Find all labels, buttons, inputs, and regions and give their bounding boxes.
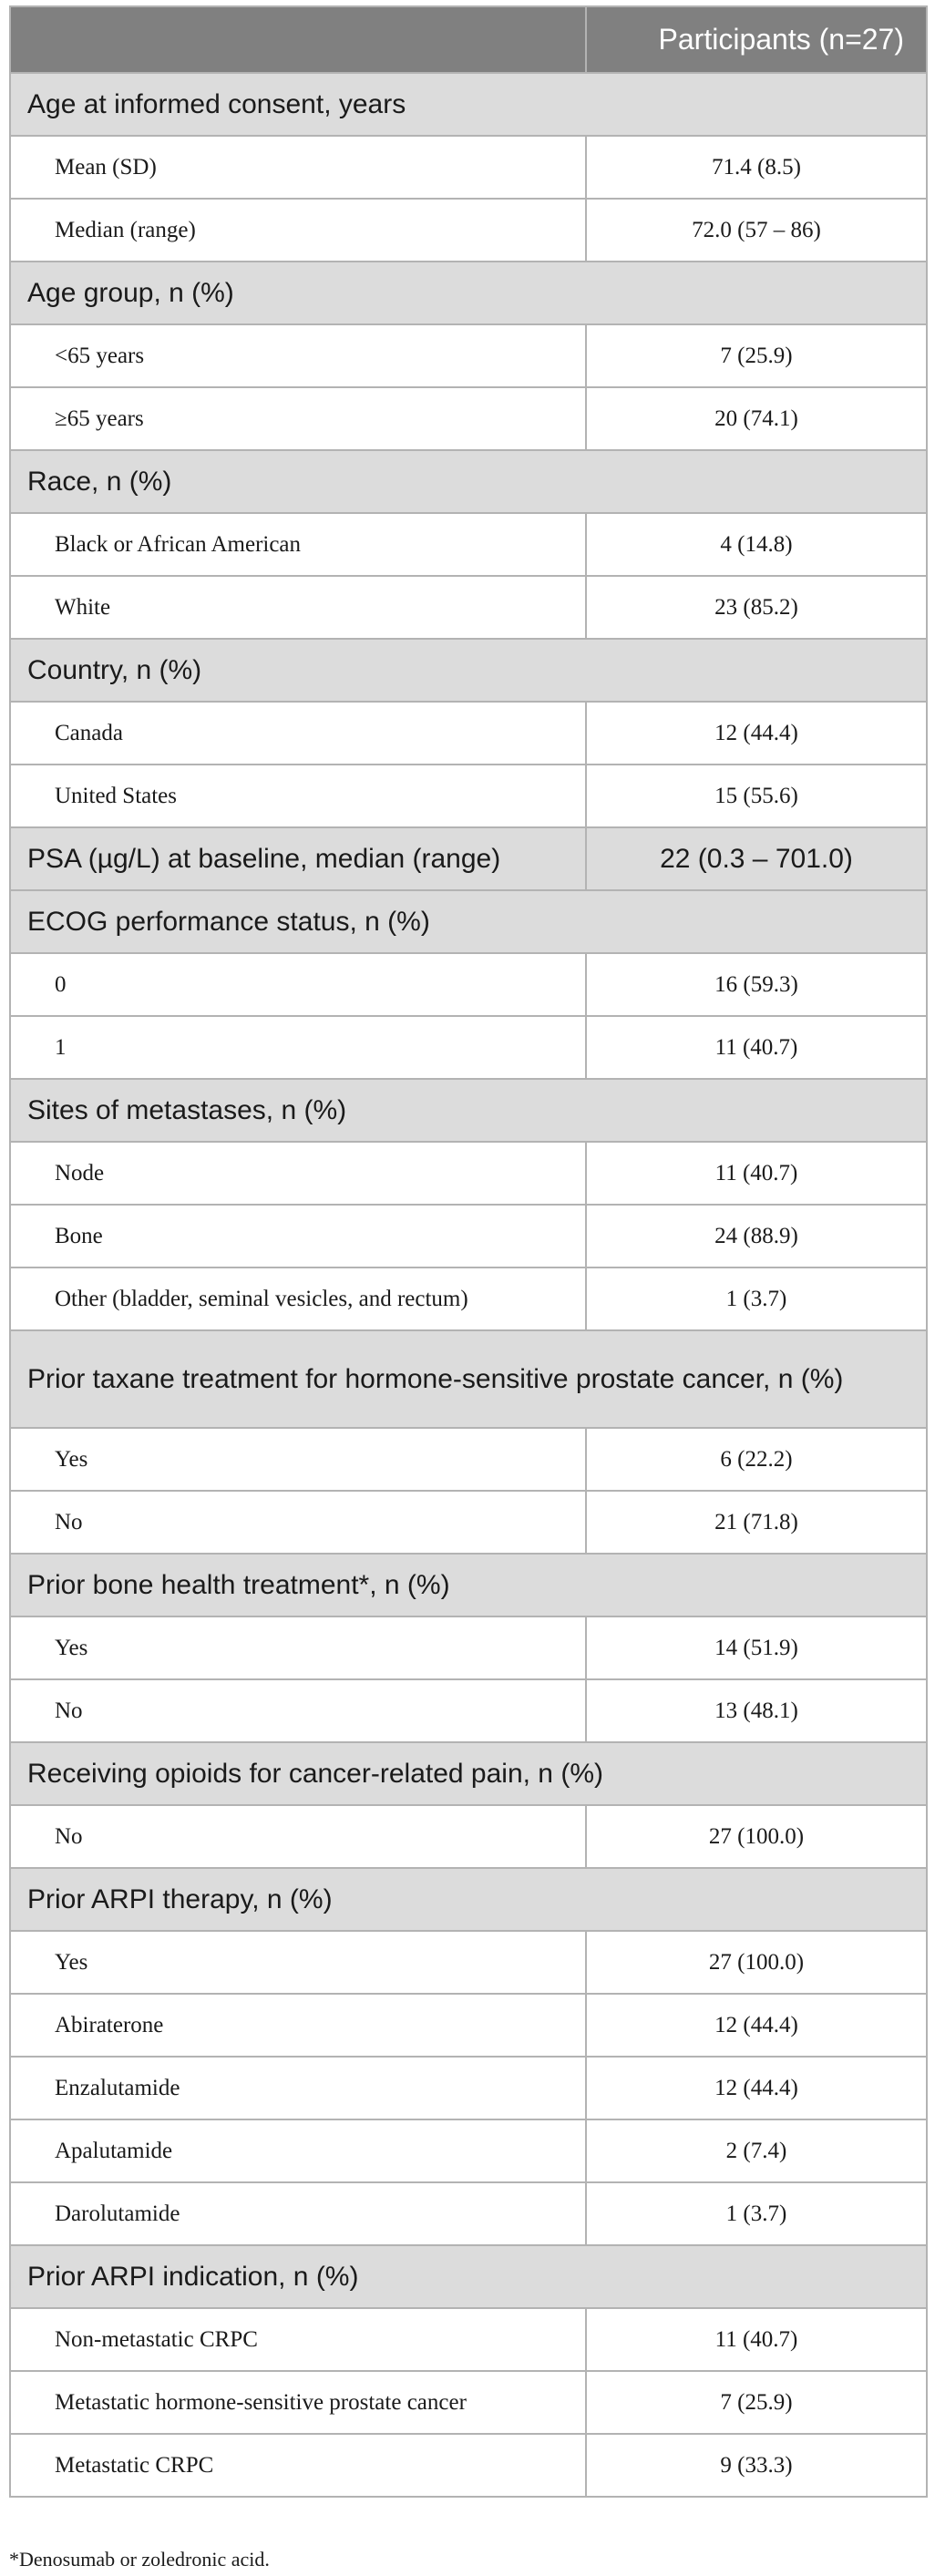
section-title: Prior bone health treatment*, n (%)	[10, 1554, 927, 1616]
row-value: 2 (7.4)	[586, 2119, 927, 2182]
section-title: Receiving opioids for cancer-related pain, n (%)	[10, 1742, 927, 1805]
row-value: 20 (74.1)	[586, 387, 927, 450]
header-participants-cell: Participants (n=27)	[586, 6, 927, 73]
section-title: Prior taxane treatment for hormone-sensitive prostate cancer, n (%)	[10, 1330, 927, 1428]
row-label: White	[10, 576, 586, 639]
table-row	[10, 1931, 927, 1994]
table-body	[10, 73, 927, 2497]
baseline-characteristics-table	[9, 5, 928, 2498]
row-label: Canada	[10, 702, 586, 765]
row-value: 12 (44.4)	[586, 1994, 927, 2057]
row-value: 12 (44.4)	[586, 2057, 927, 2119]
row-label: Abiraterone	[10, 1994, 586, 2057]
table-row	[10, 1491, 927, 1554]
row-value: 71.4 (8.5)	[586, 136, 927, 199]
row-label: Non-metastatic CRPC	[10, 2308, 586, 2371]
row-label: United States	[10, 765, 586, 827]
row-label: Metastatic CRPC	[10, 2434, 586, 2497]
section-title: ECOG performance status, n (%)	[10, 890, 927, 953]
row-value: 1 (3.7)	[586, 2182, 927, 2245]
section-row	[10, 1554, 927, 1616]
row-value: 27 (100.0)	[586, 1931, 927, 1994]
section-row	[10, 1742, 927, 1805]
row-label: Node	[10, 1142, 586, 1205]
row-value: 21 (71.8)	[586, 1491, 927, 1554]
row-value: 4 (14.8)	[586, 513, 927, 576]
row-label: No	[10, 1679, 586, 1742]
table-row	[10, 1016, 927, 1079]
row-label: Metastatic hormone-sensitive prostate cancer	[10, 2371, 586, 2434]
row-label: 1	[10, 1016, 586, 1079]
section-value: 22 (0.3 – 701.0)	[586, 827, 927, 890]
header-characteristic-cell	[10, 6, 586, 73]
row-value: 15 (55.6)	[586, 765, 927, 827]
row-value: 12 (44.4)	[586, 702, 927, 765]
table-row	[10, 1994, 927, 2057]
table-row	[10, 2434, 927, 2497]
row-label: Darolutamide	[10, 2182, 586, 2245]
section-title: Sites of metastases, n (%)	[10, 1079, 927, 1142]
section-row	[10, 827, 927, 890]
row-label: Yes	[10, 1428, 586, 1491]
table-row	[10, 136, 927, 199]
table-row	[10, 1616, 927, 1679]
row-label: Yes	[10, 1616, 586, 1679]
section-title: Age at informed consent, years	[10, 73, 927, 136]
table-row	[10, 953, 927, 1016]
section-row	[10, 1079, 927, 1142]
row-value: 27 (100.0)	[586, 1805, 927, 1868]
table-row	[10, 1428, 927, 1491]
baseline-characteristics-table-wrapper	[9, 5, 926, 2498]
section-row	[10, 1330, 927, 1428]
row-label: Bone	[10, 1205, 586, 1267]
table-row	[10, 2182, 927, 2245]
table-row	[10, 1142, 927, 1205]
table-row	[10, 1267, 927, 1330]
table-row	[10, 513, 927, 576]
row-label: 0	[10, 953, 586, 1016]
row-label: Mean (SD)	[10, 136, 586, 199]
section-title: Prior ARPI indication, n (%)	[10, 2245, 927, 2308]
row-label: Apalutamide	[10, 2119, 586, 2182]
table-row	[10, 2119, 927, 2182]
table-row	[10, 199, 927, 262]
table-row	[10, 2308, 927, 2371]
table-row	[10, 1805, 927, 1868]
section-row	[10, 2245, 927, 2308]
section-row	[10, 73, 927, 136]
section-row	[10, 890, 927, 953]
row-value: 14 (51.9)	[586, 1616, 927, 1679]
row-label: <65 years	[10, 324, 586, 387]
table-header-row	[10, 6, 927, 73]
table-row	[10, 1679, 927, 1742]
row-value: 24 (88.9)	[586, 1205, 927, 1267]
section-row	[10, 262, 927, 324]
table-row	[10, 765, 927, 827]
row-value: 7 (25.9)	[586, 324, 927, 387]
table-row	[10, 1205, 927, 1267]
row-value: 13 (48.1)	[586, 1679, 927, 1742]
row-value: 7 (25.9)	[586, 2371, 927, 2434]
row-label: No	[10, 1805, 586, 1868]
row-value: 9 (33.3)	[586, 2434, 927, 2497]
row-value: 6 (22.2)	[586, 1428, 927, 1491]
section-title: Country, n (%)	[10, 639, 927, 702]
table-row	[10, 387, 927, 450]
section-title: Age group, n (%)	[10, 262, 927, 324]
row-value: 11 (40.7)	[586, 2308, 927, 2371]
row-label: Black or African American	[10, 513, 586, 576]
row-value: 23 (85.2)	[586, 576, 927, 639]
row-label: Yes	[10, 1931, 586, 1994]
row-label: Other (bladder, seminal vesicles, and rectum)	[10, 1267, 586, 1330]
table-row	[10, 702, 927, 765]
row-value: 1 (3.7)	[586, 1267, 927, 1330]
row-value: 16 (59.3)	[586, 953, 927, 1016]
row-value: 72.0 (57 – 86)	[586, 199, 927, 262]
table-row	[10, 576, 927, 639]
section-row	[10, 450, 927, 513]
section-row	[10, 639, 927, 702]
table-row	[10, 324, 927, 387]
row-label: No	[10, 1491, 586, 1554]
section-title: Race, n (%)	[10, 450, 927, 513]
section-title: PSA (µg/L) at baseline, median (range)	[10, 827, 586, 890]
row-label: Enzalutamide	[10, 2057, 586, 2119]
table-row	[10, 2057, 927, 2119]
row-value: 11 (40.7)	[586, 1142, 927, 1205]
row-label: ≥65 years	[10, 387, 586, 450]
section-title: Prior ARPI therapy, n (%)	[10, 1868, 927, 1931]
table-row	[10, 2371, 927, 2434]
row-label: Median (range)	[10, 199, 586, 262]
section-row	[10, 1868, 927, 1931]
table-footnote: *Denosumab or zoledronic acid.	[9, 2548, 270, 2571]
row-value: 11 (40.7)	[586, 1016, 927, 1079]
